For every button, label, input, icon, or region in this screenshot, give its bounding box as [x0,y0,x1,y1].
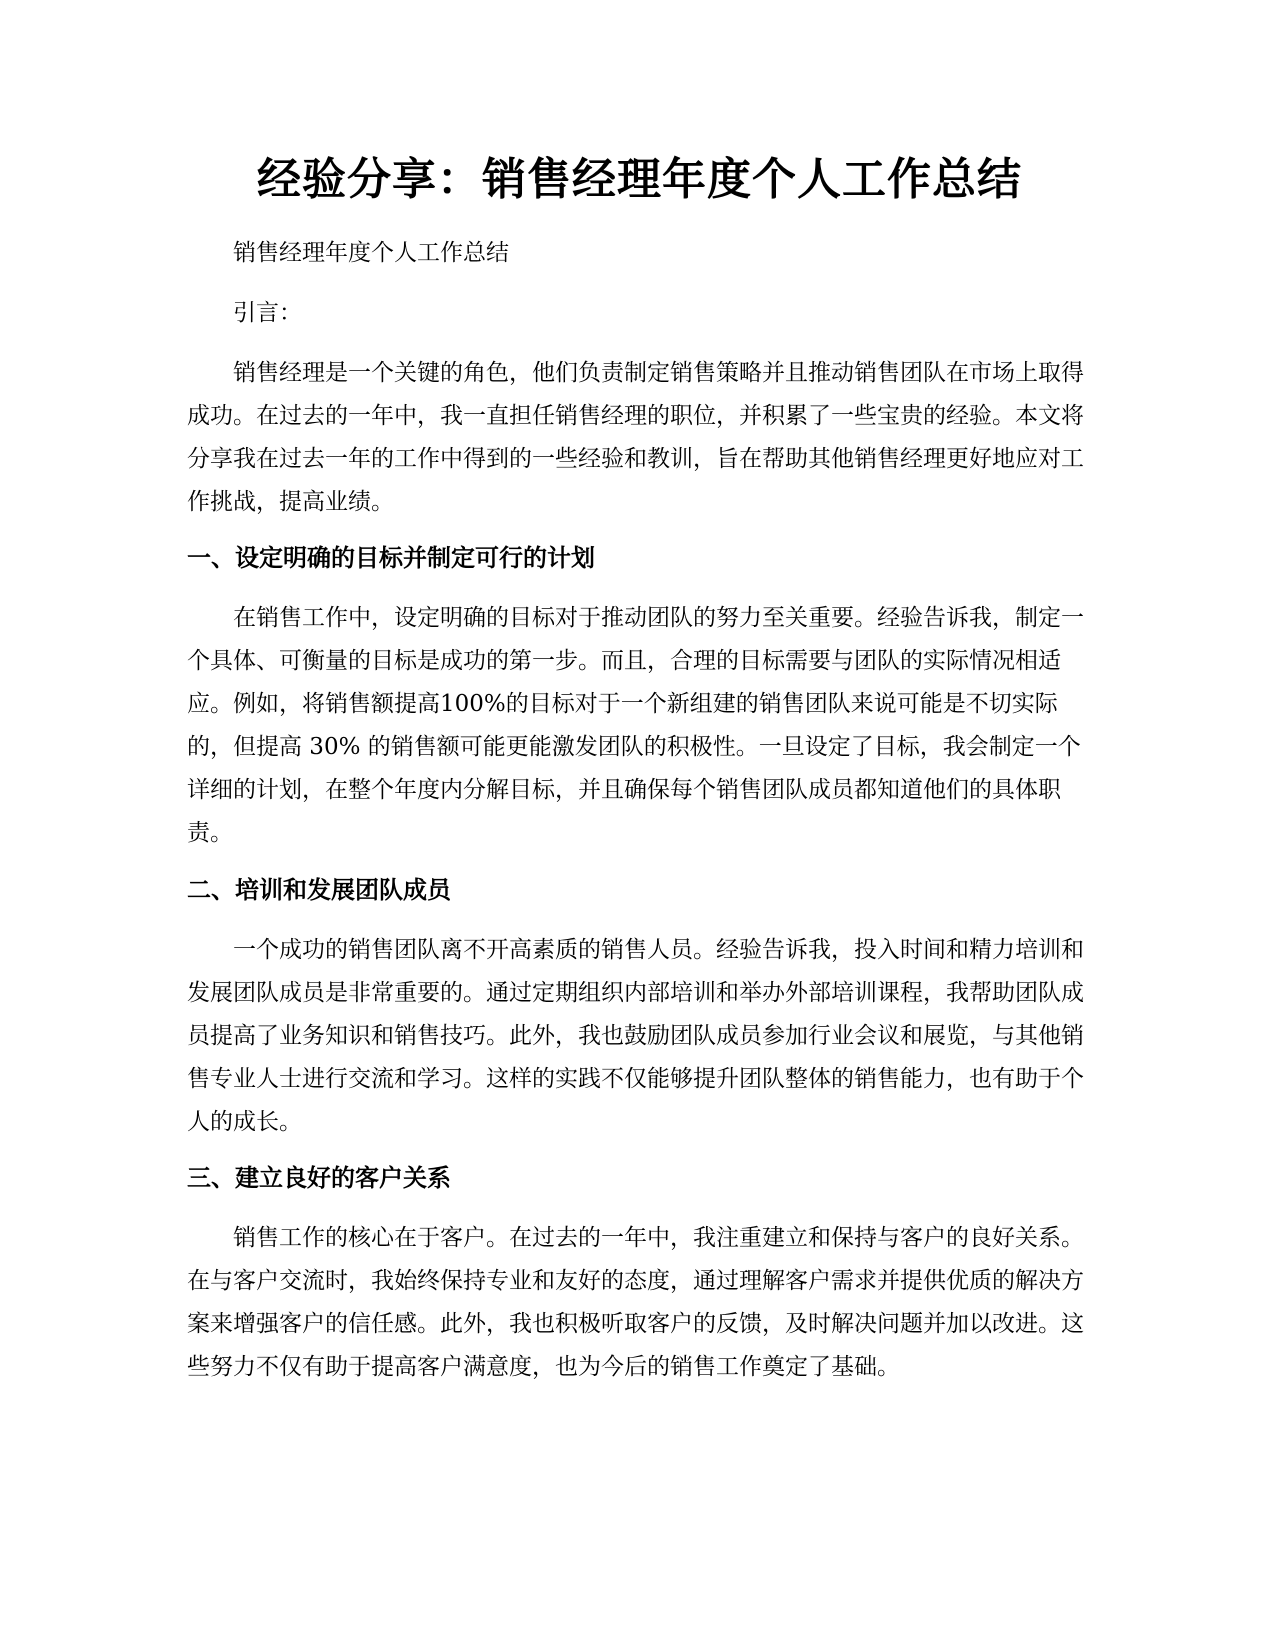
section-heading-3: 三、建立良好的客户关系 [187,1164,451,1192]
section-paragraph-2: 一个成功的销售团队离不开高素质的销售人员。经验告诉我，投入时间和精力培训和发展团队成员是非常重要的。通过定期组织内部培训和举办外部培训课程，我帮助团队成员提高了业务知识和销售技巧。此外，我也鼓励团队成员参加行业会议和展览，与其他销售专业人士进行交流和学习。这样的实践不仅能够提升团队整体的销售能力，也有助于个人的成长。 [187,937,1084,1135]
section-paragraph-3: 销售工作的核心在于客户。在过去的一年中，我注重建立和保持与客户的良好关系。在与客户交流时，我始终保持专业和友好的态度，通过理解客户需求并提供优质的解决方案来增强客户的信任感。此外，我也积极听取客户的反馈，及时解决问题并加以改进。这些努力不仅有助于提高客户满意度，也为今后的销售工作奠定了基础。 [187,1225,1084,1380]
section-heading-1: 一、设定明确的目标并制定可行的计划 [187,544,595,572]
intro-paragraph: 销售经理是一个关键的角色，他们负责制定销售策略并且推动销售团队在市场上取得成功。在过去的一年中，我一直担任销售经理的职位，并积累了一些宝贵的经验。本文将分享我在过去一年的工作中得到的一些经验和教训，旨在帮助其他销售经理更好地应对工作挑战，提高业绩。 [187,360,1084,515]
subtitle: 销售经理年度个人工作总结 [233,240,509,266]
section-paragraph-1: 在销售工作中，设定明确的目标对于推动团队的努力至关重要。经验告诉我，制定一个具体、可衡量的目标是成功的第一步。而且，合理的目标需要与团队的实际情况相适应。例如，将销售额提高100%的目标对于一个新组建的销售团队来说可能是不切实际的，但提高 30% 的销售额可能更能激发团队的积极性。一旦设定了目标，我会制定一个详细的计划，在整个年度内分解目标，并且确保每个销售团队成员都知道他们的具体职责。 [187,605,1084,846]
document-title: 经验分享：销售经理年度个人工作总结 [257,154,1022,205]
section-heading-2: 二、培训和发展团队成员 [187,876,451,904]
intro-label: 引言： [233,300,302,326]
document-page [187,0,1092,1650]
